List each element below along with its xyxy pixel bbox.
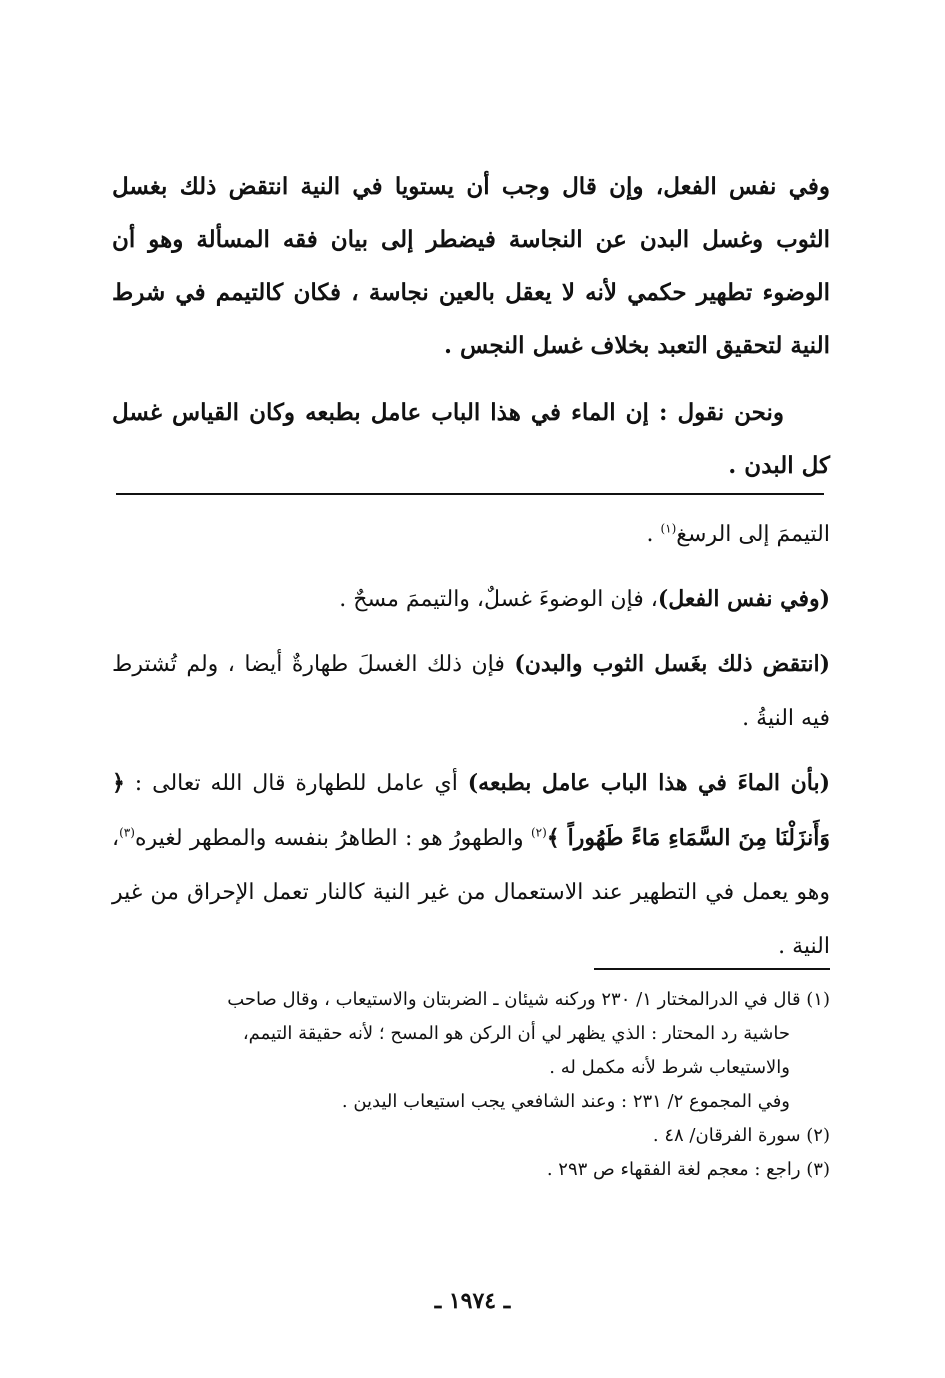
page-number: ـ ١٩٧٤ ـ bbox=[434, 1288, 511, 1314]
separator-line bbox=[116, 493, 824, 495]
quran-verse: ﴿ وَأَنزَلْنَا مِنَ السَّمَاءِ مَاءً طَهُوراً ﴾ bbox=[112, 770, 831, 851]
main-paragraph-1: وفي نفس الفعل، وإن قال وجب أن يستويا في النية انتقض ذلك بغسل الثوب وغسل البدن عن النجاسة فيضطر إلى بيان فقه المسألة وهو أن الوضوء تطهير حكمي لأنه لا يعقل بالعين نجاسة ، فكان كالتيمم في شرط النية لتحقيق التعبد بخلاف غسل النجس . bbox=[112, 173, 830, 359]
footnote-2: (٢) سورة الفرقان/ ٤٨ . bbox=[652, 1125, 830, 1146]
quoted-phrase: (وفي نفس الفعل) bbox=[657, 586, 830, 612]
commentary-text: أي عامل للطهارة قال الله تعالى : bbox=[124, 771, 468, 796]
footnote-ref-2: (٢) bbox=[530, 825, 547, 840]
footnote-3: (٣) راجع : معجم لغة الفقهاء ص ٢٩٣ . bbox=[546, 1159, 830, 1180]
commentary-text: والطهورُ هو : الطاهرُ بنفسه والمطهر لغيره bbox=[134, 826, 531, 851]
commentary-paragraph-1 bbox=[112, 508, 830, 562]
commentary-text: التيممَ إلى الرسغ bbox=[676, 522, 830, 547]
main-paragraph-2: ونحن نقول : إن الماء في هذا الباب عامل بطبعه وكان القياس غسل كل البدن . bbox=[112, 399, 830, 479]
footnote-1-line-4: وفي المجموع ٢/ ٢٣١ : وعند الشافعي يجب استيعاب اليدين . bbox=[341, 1091, 790, 1112]
footnote-1-line-2: حاشية رد المحتار : الذي يظهر لي أن الركن هو المسح ؛ لأنه حقيقة التيمم، bbox=[242, 1023, 790, 1044]
commentary-text: . bbox=[646, 522, 661, 547]
commentary bbox=[112, 508, 830, 974]
commentary-text: ، فإن الوضوءَ غسلٌ، والتيممَ مسحٌ . bbox=[339, 587, 658, 612]
footnote-separator bbox=[594, 968, 830, 970]
commentary-paragraph-2 bbox=[112, 572, 830, 627]
footnote-1-line-3: والاستيعاب شرط لأنه مكمل له . bbox=[549, 1057, 790, 1078]
commentary-text: ، وهو يعمل في التطهير عند الاستعمال من غير النية كالنار تعمل الإحراق من غير النية . bbox=[112, 826, 830, 959]
commentary-paragraph-4 bbox=[112, 756, 830, 974]
footnote-ref-1: (١) bbox=[660, 521, 677, 536]
commentary-paragraph-3 bbox=[112, 637, 830, 746]
footnote-1: (١) قال في الدرالمختار ١/ ٢٣٠ وركنه شيئان ـ الضربتان والاستيعاب ، وقال صاحب bbox=[227, 989, 830, 1010]
footnote-ref-3: (٣) bbox=[119, 825, 135, 840]
footnotes bbox=[112, 983, 830, 1187]
commentary-text: فإن ذلك الغسلَ طهارةٌ أيضا ، ولم تُشترط فيه النيةُ . bbox=[112, 652, 830, 731]
quoted-phrase: (بأن الماءَ في هذا الباب عامل بطبعه) bbox=[467, 770, 830, 796]
main-text bbox=[112, 160, 830, 492]
quoted-phrase: (انتقض ذلك بغَسل الثوب والبدن) bbox=[514, 651, 830, 677]
